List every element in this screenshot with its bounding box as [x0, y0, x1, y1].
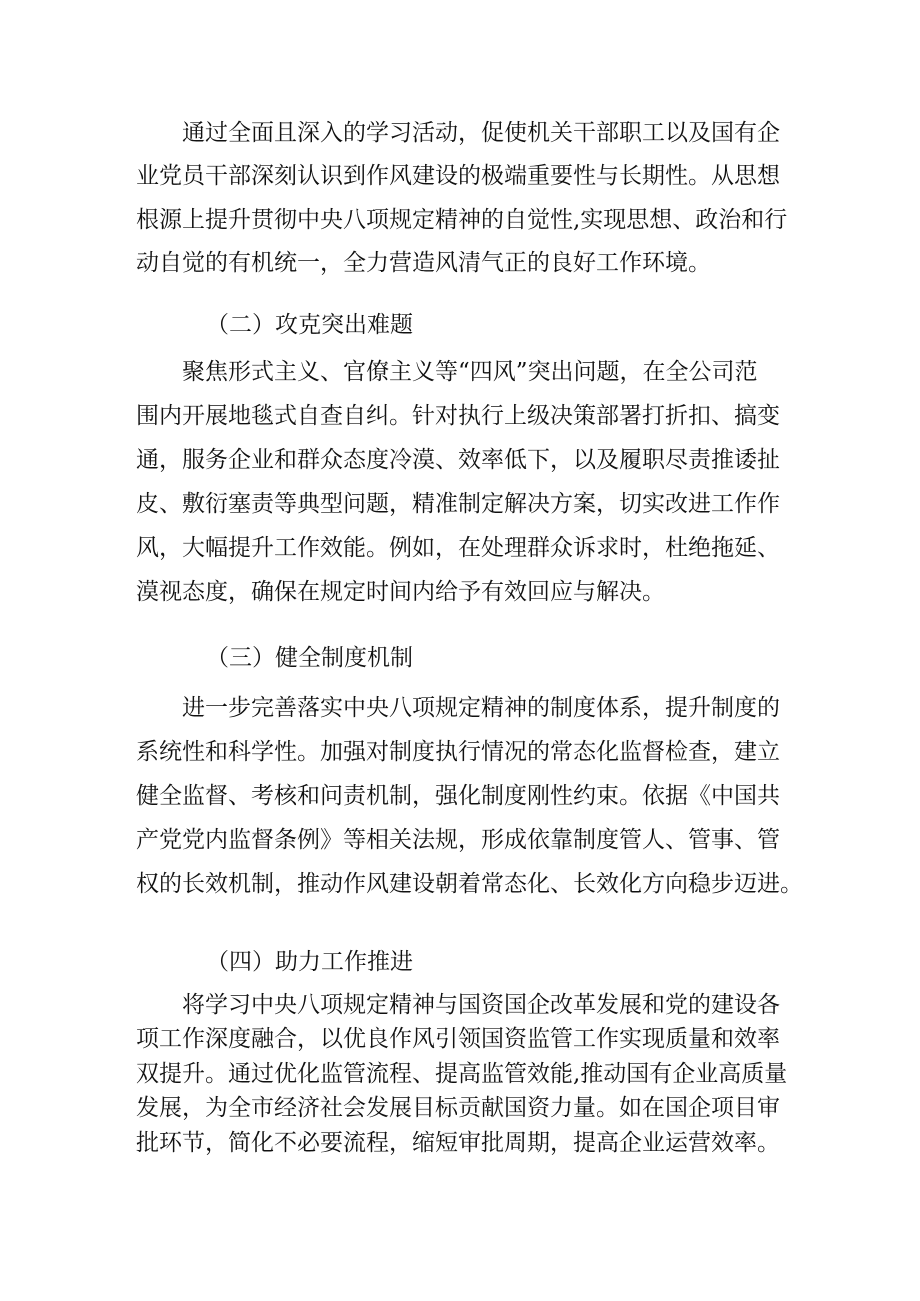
- paragraph-line: 项工作深度融合，以优良作风引领国资监管工作实现质量和效率: [136, 1026, 780, 1053]
- paragraph-line: 系统性和科学性。加强对制度执行情况的常态化监督检查，建立: [136, 739, 780, 765]
- paragraph-2: [136, 350, 796, 614]
- paragraph-line: 批环节，简化不必要流程，缩短审批周期，提高企业运营效率。: [136, 1129, 780, 1156]
- paragraph-line: 动自觉的有机统一，全力营造风清气正的良好工作环境。: [136, 249, 711, 276]
- paragraph-3: [136, 686, 803, 906]
- paragraph-1: [136, 112, 796, 285]
- paragraph-line: 皮、敷衍塞责等典型问题，精准制定解决方案，切实改进工作作: [136, 491, 780, 517]
- paragraph-line: 根源上提升贯彻中央八项规定精神的自觉性,实现思想、政治和行: [136, 206, 788, 233]
- paragraph-line: 通过全面且深入的学习活动，促使机关干部职工以及国有企: [182, 120, 780, 146]
- paragraph-line: 双提升。通过优化监管流程、提高监管效能,推动国有企业高质量: [136, 1060, 788, 1087]
- section-heading-3: （三）健全制度机制: [206, 645, 413, 671]
- paragraph-line: 围内开展地毯式自查自纠。针对执行上级决策部署打折扣、搞变: [136, 403, 780, 429]
- paragraph-line: 发展，为全市经济社会发展目标贡献国资力量。如在国企项目审: [136, 1095, 780, 1122]
- paragraph-line: 权的长效机制，推动作风建设朝着常态化、长效化方向稳步迈进。: [136, 871, 803, 897]
- paragraph-line: 漠视态度，确保在规定时间内给予有效回应与解决。: [136, 579, 665, 605]
- paragraph-line: 将学习中央八项规定精神与国资国企改革发展和党的建设各: [182, 992, 780, 1018]
- paragraph-line: 健全监督、考核和问责机制，强化制度刚性约束。依据《中国共: [136, 783, 780, 809]
- paragraph-line: 风，大幅提升工作效能。例如，在处理群众诉求时，杜绝拖延、: [136, 535, 780, 561]
- paragraph-line: 产党党内监督条例》等相关法规，形成依靠制度管人、管事、管: [136, 827, 780, 853]
- paragraph-4: [136, 988, 796, 1160]
- paragraph-line: 通，服务企业和群众态度冷漠、效率低下，以及履职尽责推诿扯: [136, 447, 780, 473]
- paragraph-line: 业党员干部深刻认识到作风建设的极端重要性与长期性。从思想: [136, 163, 780, 190]
- section-heading-4: （四）助力工作推进: [206, 949, 413, 975]
- paragraph-line: 进一步完善落实中央八项规定精神的制度体系，提升制度的: [182, 695, 780, 721]
- paragraph-line: 聚焦形式主义、官僚主义等“四风”突出问题，在全公司范: [182, 359, 758, 385]
- section-heading-2: （二）攻克突出难题: [206, 312, 413, 338]
